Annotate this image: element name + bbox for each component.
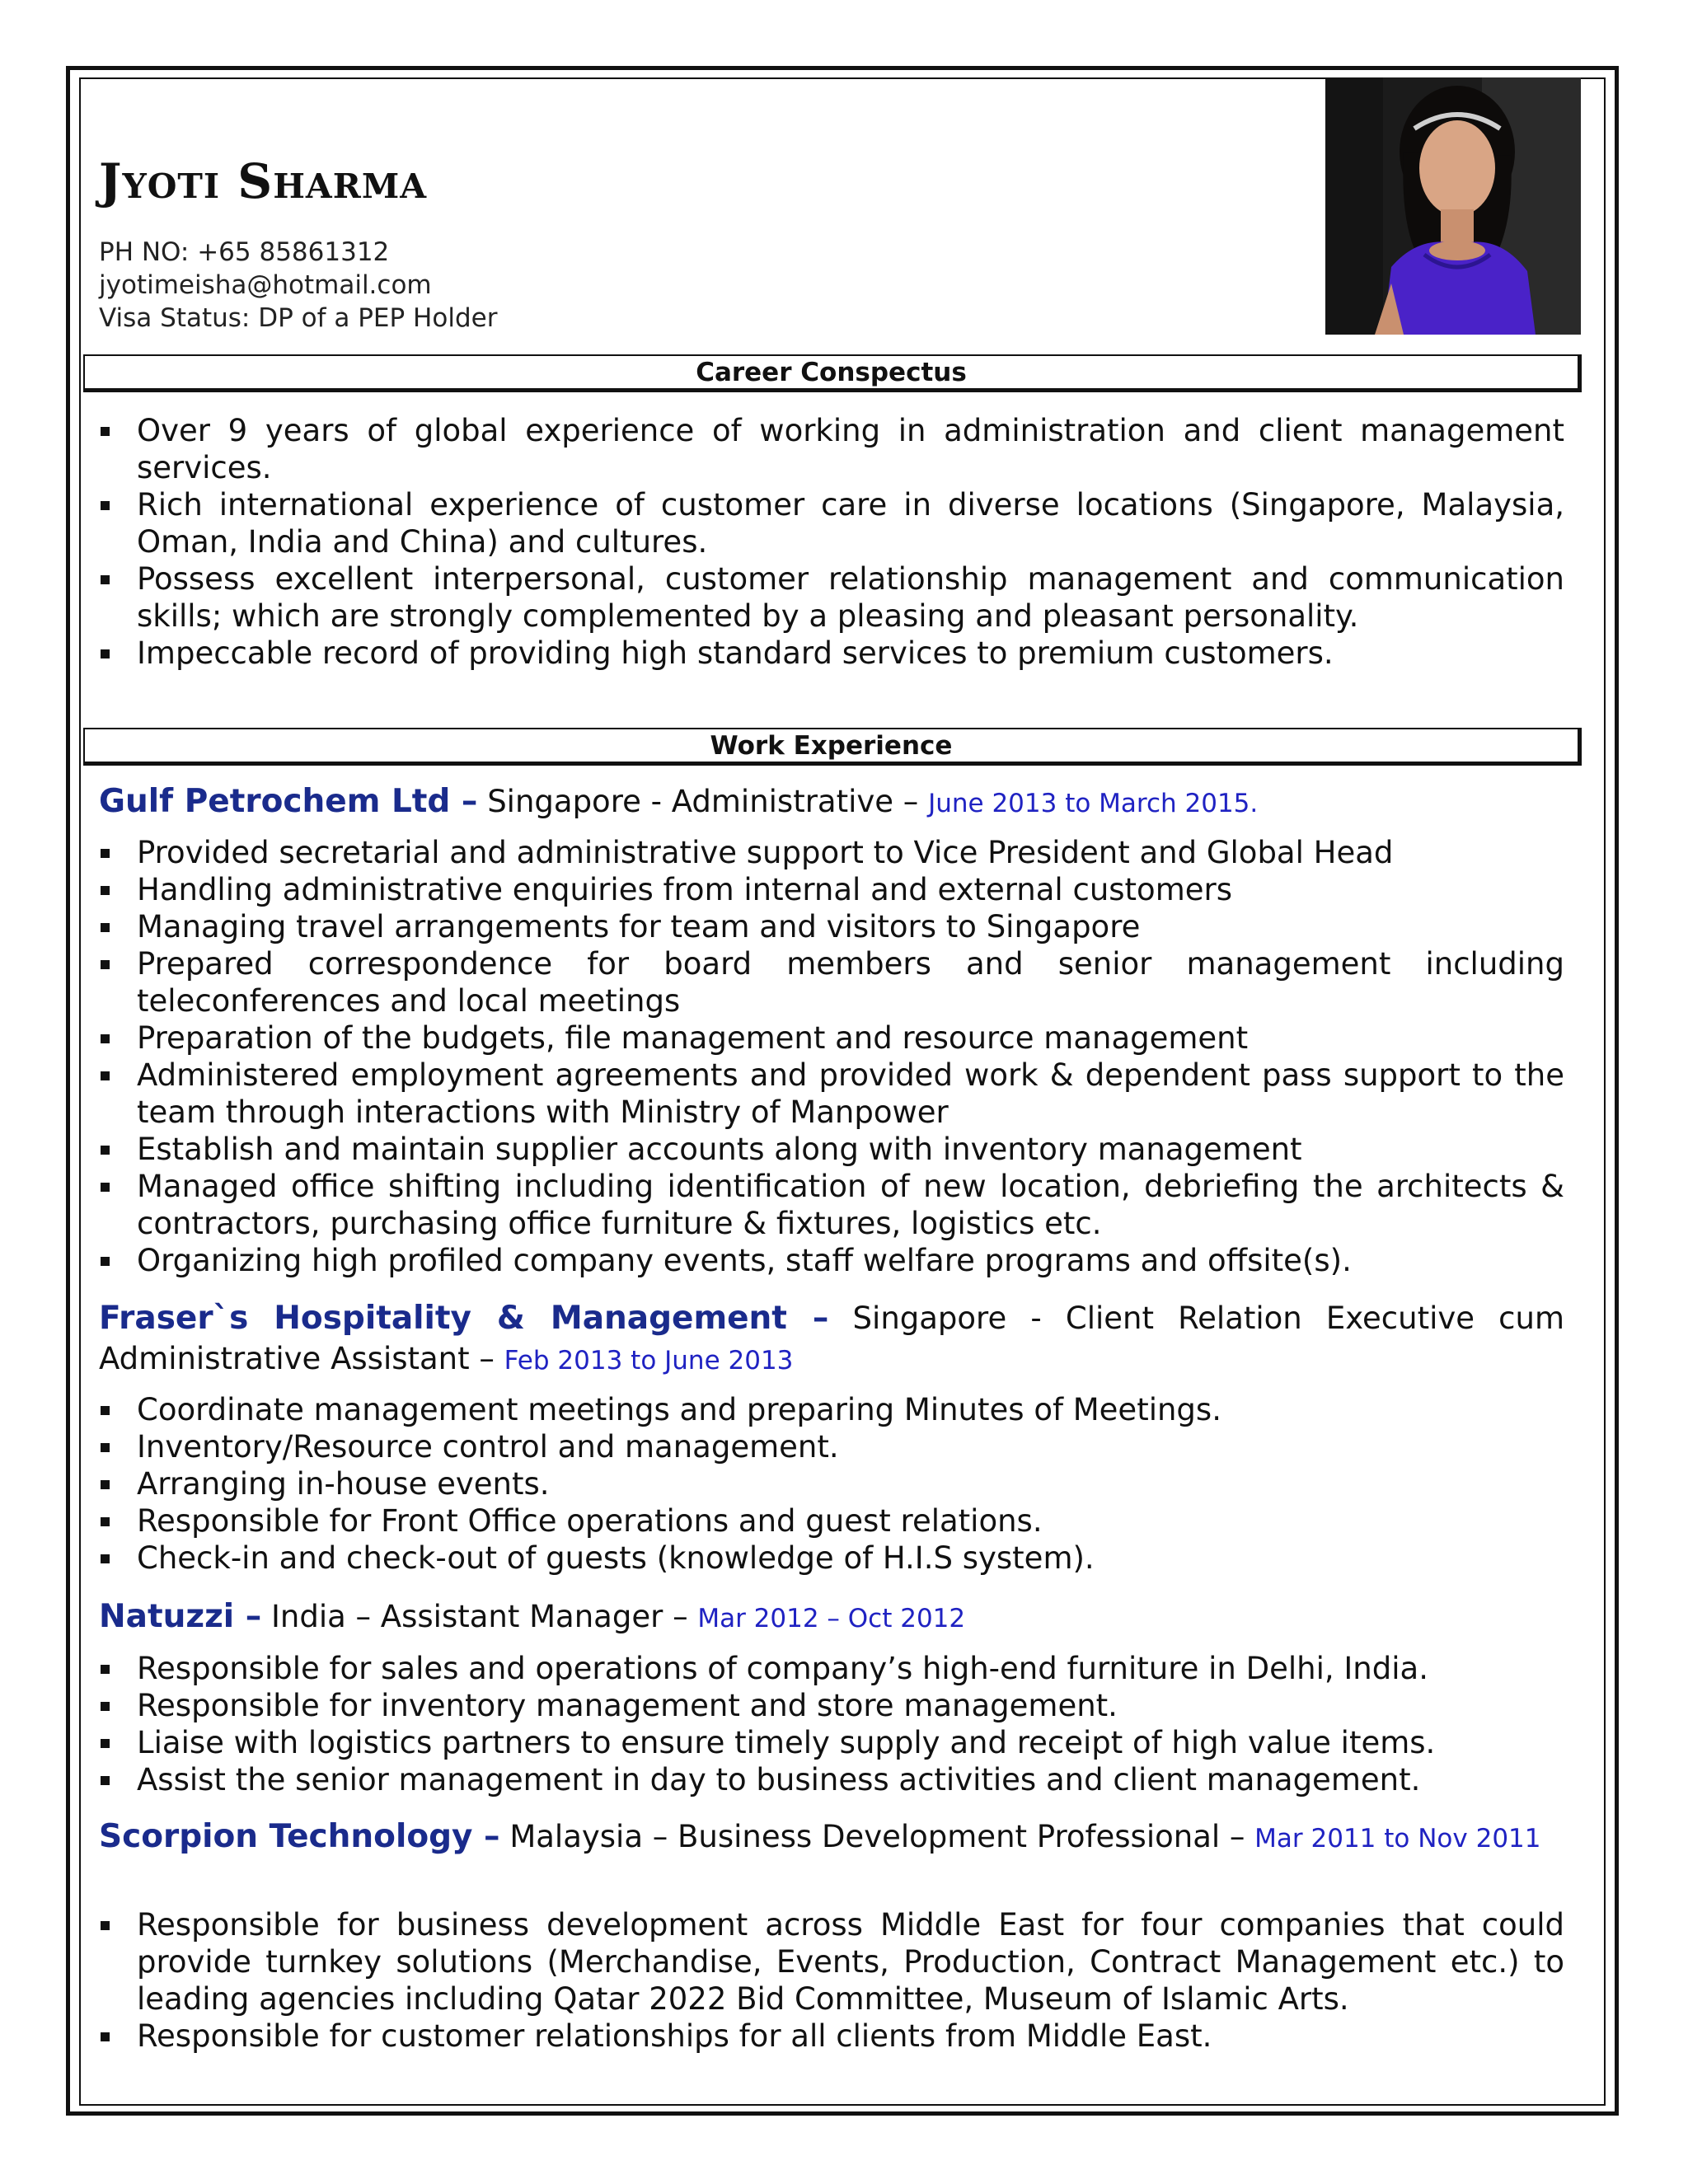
phone-number: PH NO: +65 85861312 <box>99 237 390 267</box>
bullet-icon <box>101 923 110 932</box>
bullet-icon <box>101 1071 110 1080</box>
duty-item: Responsible for sales and operations of company’s high-end furniture in Delhi, India. <box>99 1650 1564 1687</box>
bullet-icon <box>101 575 110 584</box>
bullet-icon <box>101 1554 110 1563</box>
bullet-icon <box>101 1739 110 1748</box>
job-dates: Mar 2011 to Nov 2011 <box>1254 1824 1541 1854</box>
job-role: Singapore - Client Relation Executive cum Administrative Assistant – <box>99 1301 1565 1376</box>
duty-item: Inventory/Resource control and management. <box>99 1428 1564 1465</box>
job-duties <box>99 1391 1564 1577</box>
visa-status: Visa Status: DP of a PEP Holder <box>99 303 498 333</box>
job-role: Singapore - Administrative – <box>477 784 929 819</box>
bullet-icon <box>101 1034 110 1043</box>
job-role: India – Assistant Manager – <box>261 1599 698 1634</box>
job-heading <box>99 1816 1564 1859</box>
duty-item: Responsible for Front Office operations and guest relations. <box>99 1502 1564 1540</box>
duty-item: Arranging in-house events. <box>99 1465 1564 1502</box>
duty-item: Liaise with logistics partners to ensure timely supply and receipt of high value items. <box>99 1724 1564 1761</box>
duty-item: Organizing high profiled company events, staff welfare programs and offsite(s). <box>99 1242 1564 1279</box>
duty-item: Handling administrative enquiries from internal and external customers <box>99 871 1564 908</box>
duty-item: Managing travel arrangements for team and visitors to Singapore <box>99 908 1564 945</box>
bullet-icon <box>101 1443 110 1452</box>
duty-item: Responsible for customer relationships for all clients from Middle East. <box>99 2018 1564 2055</box>
duty-item: Establish and maintain supplier accounts along with inventory management <box>99 1131 1564 1168</box>
duty-item: Preparation of the budgets, file management and resource management <box>99 1019 1564 1057</box>
company-name: Gulf Petrochem Ltd – <box>99 783 478 820</box>
job-heading <box>99 1298 1564 1381</box>
duty-item: Responsible for inventory management and store management. <box>99 1687 1564 1724</box>
bullet-icon <box>101 1921 110 1930</box>
company-name: Fraser`s Hospitality & Management – <box>99 1300 829 1337</box>
profile-photo <box>1325 77 1581 335</box>
job-dates: Mar 2012 – Oct 2012 <box>697 1604 966 1633</box>
duty-item: Check-in and check-out of guests (knowledge of H.I.S system). <box>99 1540 1564 1577</box>
career-list <box>99 412 1564 672</box>
duty-item: Provided secretarial and administrative support to Vice President and Global Head <box>99 834 1564 871</box>
bullet-icon <box>101 886 110 895</box>
bullet-icon <box>101 849 110 858</box>
contact-block <box>99 236 497 335</box>
section-header-career: Career Conspectus <box>83 354 1582 392</box>
job-heading <box>99 1596 1564 1639</box>
duty-item: Coordinate management meetings and preparing Minutes of Meetings. <box>99 1391 1564 1428</box>
job-duties <box>99 1650 1564 1798</box>
career-point: Impeccable record of providing high standard services to premium customers. <box>99 635 1564 672</box>
bullet-icon <box>101 1665 110 1674</box>
bullet-icon <box>101 649 110 658</box>
bullet-icon <box>101 1257 110 1266</box>
bullet-icon <box>101 1406 110 1415</box>
job-role: Malaysia – Business Development Professional – <box>499 1819 1255 1854</box>
bullet-icon <box>101 1146 110 1155</box>
section-header-work: Work Experience <box>83 728 1582 766</box>
job-heading <box>99 781 1564 824</box>
job-dates: June 2013 to March 2015. <box>928 789 1259 818</box>
duty-item: Responsible for business development across Middle East for four companies that could provide turnkey solutions (Merchandise, Events, Production, Contract Management etc.) to leading agencies including Qatar 2022 Bid Committee, Museum of Islamic Arts. <box>99 1906 1564 2018</box>
bullet-icon <box>101 1517 110 1526</box>
duty-item: Prepared correspondence for board members and senior management including teleconferences and local meetings <box>99 945 1564 1019</box>
bullet-icon <box>101 1776 110 1785</box>
candidate-name: Jyoti Sharma <box>99 153 428 209</box>
job-duties <box>99 1906 1564 2055</box>
bullet-icon <box>101 960 110 969</box>
career-point: Over 9 years of global experience of working in administration and client management services. <box>99 412 1564 486</box>
career-point: Possess excellent interpersonal, customer relationship management and communication skills; which are strongly complemented by a pleasing and pleasant personality. <box>99 560 1564 635</box>
bullet-icon <box>101 501 110 510</box>
duty-item: Managed office shifting including identification of new location, debriefing the architects & contractors, purchasing office furniture & fixtures, logistics etc. <box>99 1168 1564 1242</box>
job-dates: Feb 2013 to June 2013 <box>504 1346 794 1376</box>
duty-item: Assist the senior management in day to business activities and client management. <box>99 1761 1564 1798</box>
bullet-icon <box>101 1183 110 1192</box>
company-name: Natuzzi – <box>99 1598 262 1635</box>
job-duties <box>99 834 1564 1279</box>
bullet-icon <box>101 427 110 436</box>
duty-item: Administered employment agreements and provided work & dependent pass support to the team through interactions with Ministry of Manpower <box>99 1057 1564 1131</box>
bullet-icon <box>101 1702 110 1711</box>
company-name: Scorpion Technology – <box>99 1818 500 1855</box>
email-address: jyotimeisha@hotmail.com <box>99 270 432 300</box>
bullet-icon <box>101 1480 110 1489</box>
bullet-icon <box>101 2032 110 2041</box>
career-point: Rich international experience of customer care in diverse locations (Singapore, Malaysia, Oman, India and China) and cultures. <box>99 486 1564 560</box>
